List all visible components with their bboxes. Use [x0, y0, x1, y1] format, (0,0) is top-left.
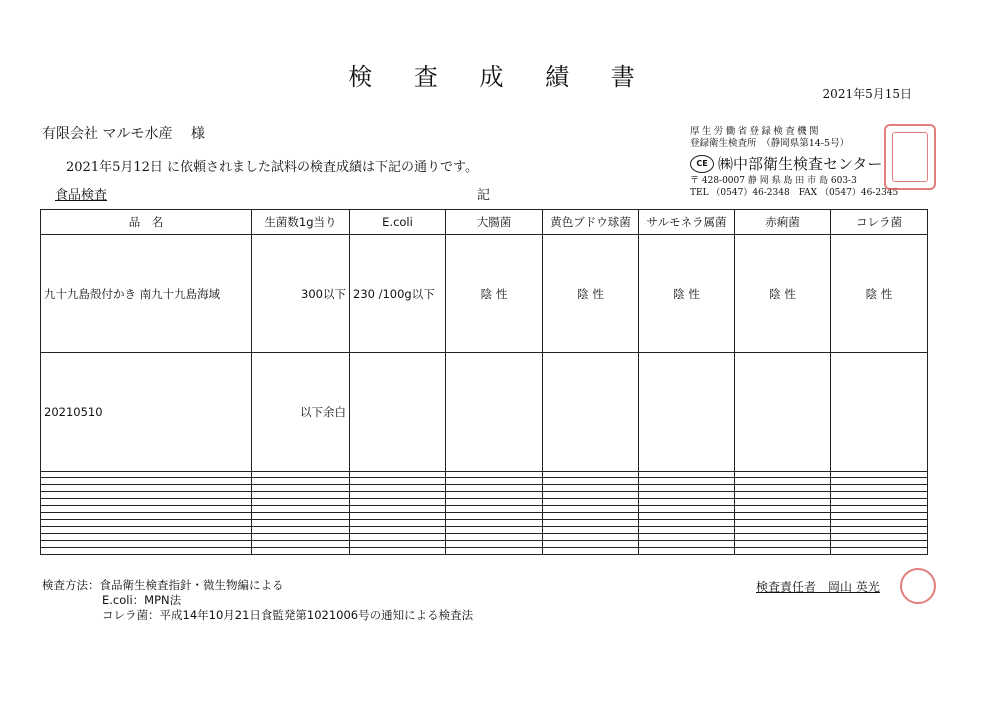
- table-cell: 陰 性: [446, 235, 543, 353]
- table-cell: 九十九島殻付かき 南九十九島海域: [41, 235, 252, 353]
- lab-registration: 厚生労働省登録検査機関: [690, 126, 821, 137]
- results-table: [40, 209, 928, 555]
- table-row: [41, 492, 928, 499]
- header-cell: 黄色ブドウ球菌: [543, 210, 639, 235]
- header-cell: E.coli: [350, 210, 446, 235]
- table-row: [41, 485, 928, 492]
- table-cell: [735, 353, 831, 471]
- table-row: [41, 513, 928, 520]
- header-cell: 生菌数1g当り: [252, 210, 350, 235]
- personal-seal-stamp-icon: [900, 568, 936, 604]
- header-cell: 品 名: [41, 210, 252, 235]
- header-cell: コレラ菌: [831, 210, 928, 235]
- recipient: 有限会社 マルモ水産 様: [42, 126, 205, 142]
- food-test-label: 食品検査: [55, 188, 108, 203]
- test-method: [42, 578, 473, 623]
- table-cell: 陰 性: [831, 235, 928, 353]
- table-cell: [831, 353, 928, 471]
- table-row: [41, 353, 928, 471]
- table-header-row: [41, 210, 928, 235]
- lab-seal-stamp-icon: [884, 124, 936, 190]
- table-row: [41, 520, 928, 527]
- table-cell: 20210510: [41, 353, 252, 471]
- table-cell: 陰 性: [543, 235, 639, 353]
- lab-logo-icon: CE: [690, 155, 714, 173]
- table-row: [41, 499, 928, 506]
- document-title: 検 査 成 績 書: [348, 63, 652, 91]
- table-row: [41, 506, 928, 513]
- table-cell: 陰 性: [735, 235, 831, 353]
- header-cell: 赤痢菌: [735, 210, 831, 235]
- table-row: [41, 235, 928, 353]
- table-cell: 230 /100g以下: [350, 235, 446, 353]
- intro-text: 2021年5月12日 に依頼されました試料の検査成績は下記の通りです。: [66, 160, 478, 175]
- method-line: E.coli：MPN法: [102, 593, 182, 607]
- table-cell: 300以下: [252, 235, 350, 353]
- issue-date: 2021年5月15日: [822, 87, 912, 101]
- table-row: [41, 541, 928, 548]
- table-cell: [639, 353, 735, 471]
- lab-license: 登録衛生検査所 （静岡県第14-5号）: [690, 138, 850, 149]
- header-cell: サルモネラ属菌: [639, 210, 735, 235]
- table-row: [41, 534, 928, 541]
- responsible-person: 検査責任者 岡山 英光: [756, 580, 880, 594]
- table-row: [41, 478, 928, 485]
- lab-phone: TEL （0547）46-2348 FAX （0547）46-2345: [690, 188, 899, 198]
- lab-address: 〒 428-0007 静 岡 県 島 田 市 島 603-3: [690, 176, 857, 186]
- header-cell: 大腸菌: [446, 210, 543, 235]
- table-row: [41, 471, 928, 478]
- method-line: 検査方法：食品衛生検査指針・微生物編による: [42, 578, 284, 592]
- table-row: [41, 527, 928, 534]
- table-cell: [446, 353, 543, 471]
- ki-label: 記: [477, 188, 491, 203]
- method-line: コレラ菌：平成14年10月21日食監発第1021006号の通知による検査法: [102, 608, 474, 622]
- lab-name: ㈱中部衛生検査センター: [718, 155, 883, 173]
- table-row: [41, 547, 928, 554]
- table-cell: 以下余白: [252, 353, 350, 471]
- table-cell: [543, 353, 639, 471]
- table-cell: 陰 性: [639, 235, 735, 353]
- table-cell: [350, 353, 446, 471]
